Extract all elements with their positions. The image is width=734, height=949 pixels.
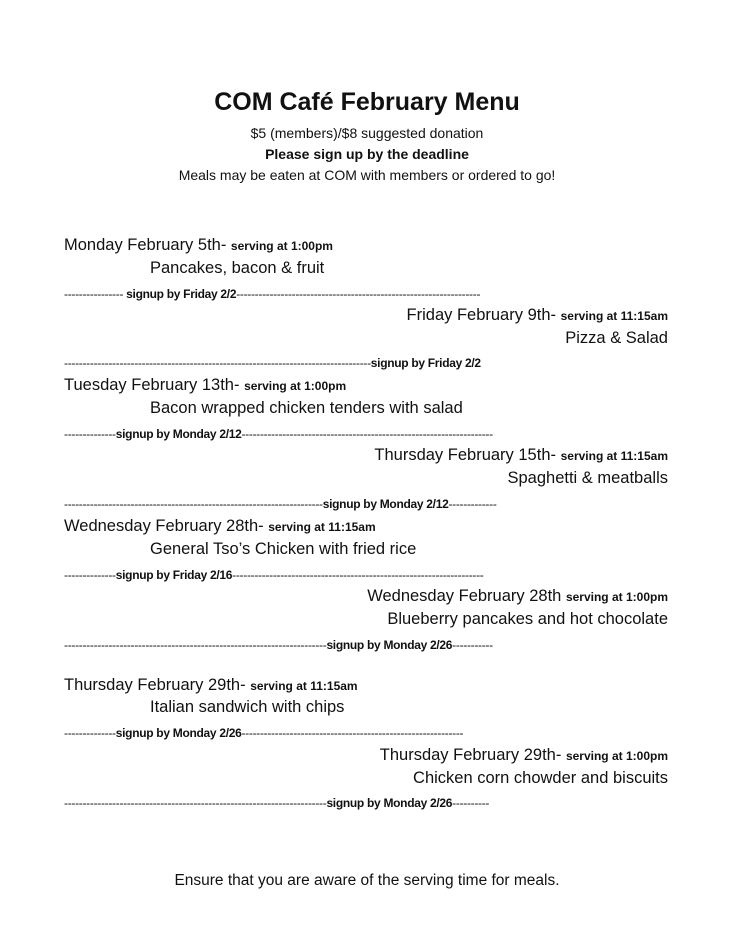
divider-dashes: -------------------------------------------------------------------- bbox=[232, 568, 484, 582]
entry-meal: Italian sandwich with chips bbox=[150, 698, 345, 716]
menu-title: COM Café February Menu bbox=[214, 88, 520, 116]
entry-day-line bbox=[407, 306, 668, 325]
entry-day: Monday February 5th- bbox=[64, 236, 227, 254]
meals-note-line: Meals may be eaten at COM with members or ordered to go! bbox=[178, 167, 556, 183]
entry-day: Wednesday February 28th bbox=[367, 587, 562, 605]
entry-meal: Pancakes, bacon & fruit bbox=[150, 259, 325, 277]
entry-serving-time: serving at 11:15am bbox=[268, 520, 376, 534]
deadline-line: Please sign up by the deadline bbox=[265, 146, 469, 162]
entry-day-line bbox=[64, 376, 346, 395]
signup-deadline: signup by Friday 2/2 bbox=[123, 287, 237, 301]
entry-day: Wednesday February 28th- bbox=[64, 517, 264, 535]
entry-day-line bbox=[374, 446, 668, 465]
entry-meal: Blueberry pancakes and hot chocolate bbox=[387, 610, 668, 628]
footer-note: Ensure that you are aware of the serving time for meals. bbox=[174, 872, 560, 889]
divider-dashes: ----------- bbox=[452, 638, 493, 652]
entry-meal: Bacon wrapped chicken tenders with salad bbox=[150, 399, 463, 417]
divider-dashes: -------------- bbox=[64, 427, 116, 441]
entry-serving-time: serving at 11:15am bbox=[560, 449, 668, 463]
entry-day: Thursday February 29th- bbox=[379, 746, 562, 764]
divider-dashes: ------------- bbox=[448, 497, 497, 511]
divider-dashes: -------------------------------------------------------------------- bbox=[241, 427, 493, 441]
signup-deadline: signup by Monday 2/26 bbox=[115, 726, 242, 740]
entry-day: Friday February 9th- bbox=[406, 306, 556, 324]
signup-divider bbox=[64, 796, 684, 810]
entry-day-line bbox=[380, 746, 668, 765]
entry-serving-time: serving at 1:00pm bbox=[565, 590, 668, 604]
signup-divider bbox=[64, 497, 684, 511]
entry-serving-time: serving at 11:15am bbox=[560, 309, 668, 323]
divider-dashes: -------------- bbox=[64, 726, 116, 740]
entry-meal: Pizza & Salad bbox=[565, 329, 668, 347]
signup-divider bbox=[64, 427, 684, 441]
divider-dashes: ----------------------------------------------------------------------- bbox=[64, 638, 327, 652]
divider-dashes: ---------------- bbox=[64, 287, 124, 301]
signup-deadline: signup by Friday 2/16 bbox=[115, 568, 233, 582]
signup-divider bbox=[64, 726, 684, 740]
divider-dashes: -------------- bbox=[64, 568, 116, 582]
signup-divider bbox=[64, 568, 684, 582]
entry-serving-time: serving at 11:15am bbox=[250, 679, 358, 693]
entry-meal: Chicken corn chowder and biscuits bbox=[413, 769, 668, 787]
signup-deadline: signup by Friday 2/2 bbox=[370, 356, 481, 370]
entry-serving-time: serving at 1:00pm bbox=[230, 239, 333, 253]
signup-deadline: signup by Monday 2/26 bbox=[326, 638, 453, 652]
entry-day: Thursday February 29th- bbox=[64, 676, 246, 694]
entry-day-line bbox=[64, 517, 376, 536]
divider-dashes: ------------------------------------------------------------ bbox=[241, 726, 464, 740]
signup-deadline: signup by Monday 2/12 bbox=[322, 497, 449, 511]
entry-day-line bbox=[367, 587, 668, 606]
entry-day: Thursday February 15th- bbox=[374, 446, 556, 464]
signup-divider bbox=[64, 638, 684, 652]
divider-dashes: ---------------------------------------------------------------------- bbox=[64, 497, 323, 511]
entry-serving-time: serving at 1:00pm bbox=[565, 749, 668, 763]
entry-day-line bbox=[64, 236, 333, 255]
divider-dashes: ---------- bbox=[452, 796, 490, 810]
entry-meal: Spaghetti & meatballs bbox=[507, 469, 668, 487]
signup-divider bbox=[64, 287, 684, 301]
signup-deadline: signup by Monday 2/12 bbox=[115, 427, 242, 441]
divider-dashes: ----------------------------------------------------------------------- bbox=[64, 796, 327, 810]
divider-dashes: ----------------------------------------------------------------------------------- bbox=[64, 356, 371, 370]
entry-meal: General Tso’s Chicken with fried rice bbox=[150, 540, 417, 558]
entry-day: Tuesday February 13th- bbox=[64, 376, 240, 394]
signup-deadline: signup by Monday 2/26 bbox=[326, 796, 453, 810]
divider-dashes: ------------------------------------------------------------------ bbox=[236, 287, 481, 301]
entry-serving-time: serving at 1:00pm bbox=[244, 379, 347, 393]
signup-divider bbox=[64, 356, 684, 370]
entry-day-line bbox=[64, 676, 358, 695]
donation-line: $5 (members)/$8 suggested donation bbox=[250, 125, 484, 141]
